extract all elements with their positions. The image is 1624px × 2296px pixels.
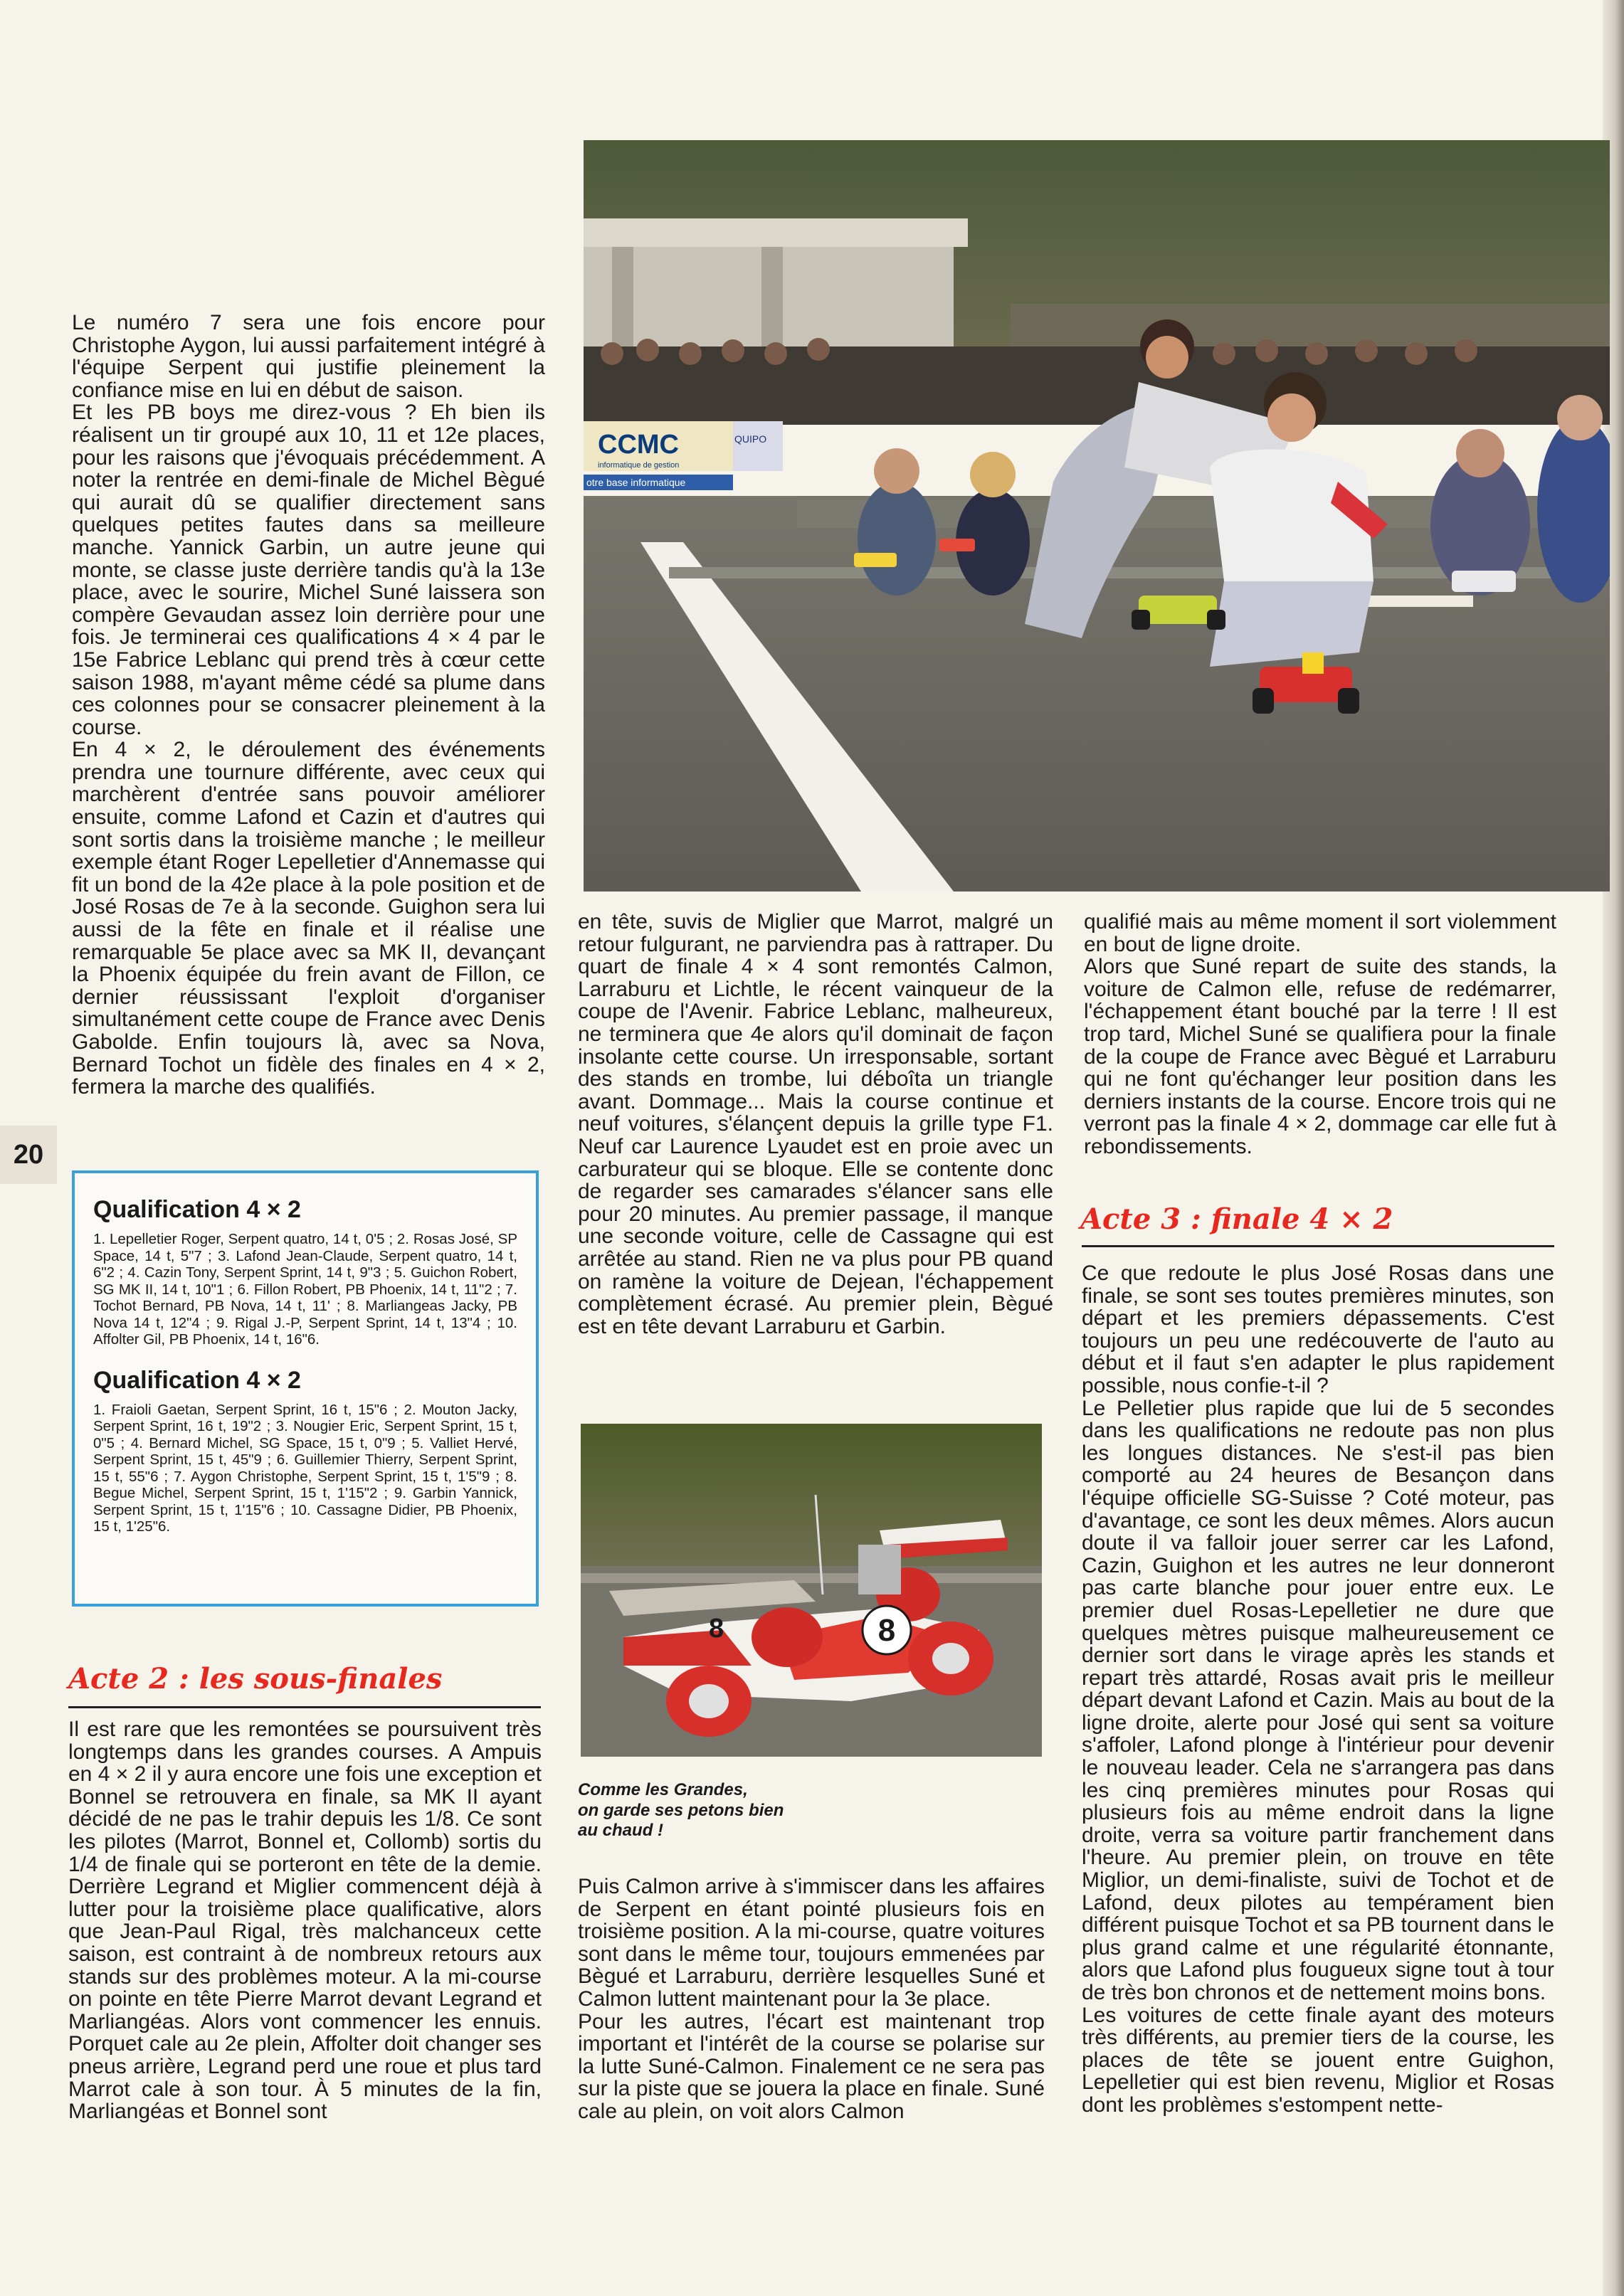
caption-line: Comme les Grandes, [578,1780,748,1799]
paragraph: Puis Calmon arrive à s'immiscer dans les affaires de Serpent en étant pointé plusieurs fois en troisième position. A la mi-course, quatre voitures sont dans le même tour, toujours emmenées par Bègué et Larraburu, derrière lesquelles Suné et Calmon luttent maintenant pour la 3e place. [578,1875,1045,2011]
qualification-title-2: Qualification 4 × 2 [93,1366,301,1394]
race-start-photo [584,140,1610,892]
banner-sub2: otre base informatique [586,477,686,488]
banner-right: QUIPO [734,433,767,445]
act2-text [68,1718,542,2123]
qualification-box [72,1170,539,1607]
paragraph: Et les PB boys me direz-vous ? Eh bien ils réalisent un tir groupé aux 10, 11 et 12e places, pour les raisons que j'évoquais précédemment. A noter la rentrée en demi-finale de Michel Bègué qui aurait dû se qualifier directement sans quelques petites fautes dans sa meilleure manche. Yannick Garbin, un autre jeune qui monte, se classe juste derrière tandis qu'à la 13e place, avec le sourire, Michel Suné laissera son compère Gevaudan assez loin derrière pour une fois. Je terminerai ces qualifications 4 × 4 par le 15e Fabrice Leblanc qui prend très à cœur cette saison 1988, m'ayant même cédé sa plume dans ces colonnes pour se consacrer pleinement à la course. [72,401,545,739]
act2-heading: Acte 2 : les sous-finales [68,1662,443,1695]
photo-caption [578,1780,784,1841]
paragraph: qualifié mais au même moment il sort violemment en bout de ligne droite. [1084,910,1556,956]
column-3-top-text [1084,911,1556,1158]
qualification-results-2: 1. Fraioli Gaetan, Serpent Sprint, 16 t, 15"6 ; 2. Mouton Jacky, Serpent Sprint, 16 t, 19"2 ; 3. Nougier Eric, Serpent Sprint, 15 t, 0"5 ; 4. Bernard Michel, SG Space, 15 t, 0"9 ; 5. Valliet Hervé, Serpent Sprint, 15 t, 45"9 ; 6. Guillemier Thierry, Serpent Sprint, 15 t, 55"6 ; 7. Aygon Christophe, Serpent Sprint, 15 t, 1'5"9 ; 8. Begue Michel, Serpent Sprint, 15 t, 1'15"2 ; 9. Garbin Yannick, Serpent Sprint, 15 t, 1'15"6 ; 10. Cassagne Didier, PB Phoenix, 15 t, 1'25"6. [93,1401,517,1535]
caption-line: au chaud ! [578,1821,664,1840]
qualification-title-1: Qualification 4 × 2 [93,1196,301,1223]
caption-line: on garde ses petons bien [578,1800,784,1820]
paragraph: Le numéro 7 sera une fois encore pour Christophe Aygon, lui aussi parfaitement intégré à l'équipe Serpent qui justifie pleinement la confiance mise en lui en début de saison. [72,311,545,402]
column-1-top-text [72,312,545,1099]
banner-sub: informatique de gestion [598,461,680,470]
car-number: 8 [877,1613,896,1648]
paragraph: Les voitures de cette finale ayant des moteurs très différents, au premier tiers de la course, les places de tête se jouent entre Guighon, Lepelletier qui est bien revenu, Miglior et Rosas dont les problèmes s'estompent nette- [1082,2003,1554,2117]
paragraph: Ce que redoute le plus José Rosas dans une finale, se sont ses toutes premières minutes, son départ et les premiers dépassements. C'est toujours un peu une redécouverte de l'auto au début et il faut s'en adapter le plus rapidement possible, nous confie-t-il ? [1082,1261,1554,1397]
rc-car-photo [581,1424,1042,1757]
act3-heading: Acte 3 : finale 4 × 2 [1080,1202,1393,1236]
column-2-top-text [578,911,1053,1338]
banner-text: CCMC [598,430,679,460]
act2-rule [68,1706,541,1708]
paragraph: en tête, suvis de Miglier que Marrot, malgré un retour fulgurant, ne parviendra pas à rattraper. Du quart de finale 4 × 4 sont remontés Calmon, Larraburu et Lichtle, le récent vainqueur de la coupe de l'Avenir. Fabrice Leblanc, malheureux, ne terminera que 4e alors qu'il dominait de façon insolante cette course. Un irresponsable, sortant des stands en trombe, lui déboîta un triangle avant. Dommage... Mais la course continue et neuf voitures, s'élançent depuis la grille type F1. Neuf car Laurence Lyaudet est en proie avec un carburateur qui se bloque. Elle se contente donc de regarder ses camarades s'élancer sans elle pour 20 minutes. Au premier passage, il manque une seconde voiture, celle de Cassagne qui est arrêtée au stand. Rien ne va plus pour PB quand on ramène la voiture de Dejean, l'échappement complètement écrasé. Au premier plein, Bègué est en tête devant Larraburu et Garbin. [578,910,1053,1338]
column-2-bottom-text [578,1876,1045,2123]
paragraph: Pour les autres, l'écart est maintenant trop important et l'intérêt de la course se polarise sur la lutte Suné-Calmon. Finalement ce ne sera pas sur la piste que se jouera la place en finale. Suné cale au plein, on voit alors Calmon [578,2009,1045,2123]
page-number: 20 [0,1126,57,1184]
car-number-side: 8 [709,1614,724,1644]
act3-rule [1082,1245,1554,1247]
paragraph: Le Pelletier plus rapide que lui de 5 secondes dans les qualifications ne redoute pas non plus les longues distances. Ne s'est-il pas bien comporté au 24 heures de Besançon dans l'équipe officielle SG-Suisse ? Coté moteur, pas d'avantage, ce sont les deux mêmes. Alors aucun doute il va falloir jouer serrer car les Lafond, Cazin, Guighon et les autres ne leur donneront pas carte blanche pour jouer entre eux. Le premier duel Rosas-Lepelletier ne dure que quelques mètres puisque malheureusement ce dernier sort dans le virage après les stands et repart très attardé, Rosas avait pris le meilleur départ devant Lafond et Cazin. Mais au bout de la ligne droite, alerte pour José qui sent sa voiture s'affoler, Lafond plonge à l'intérieur pour devenir le nouveau leader. Cela ne s'arrangera pas dans les cinq premières minutes pour Rosas qui plusieurs fois au même endroit dans la ligne droite, verra sa voiture partir franchement dans l'heure. Au premier plein, on trouve en tête Miglior, un demi-finaliste, suivi de Tochot et de Lafond, deux pilotes au tempérament bien différent puisque Tochot et sa PB tournent dans le plus grand calme et une régularité étonnante, alors que Lafond plus fougueux signe tout à tour de très bon chronos et de nettement moins bons. [1082,1396,1554,2004]
qualification-results-1: 1. Lepelletier Roger, Serpent quatro, 14 t, 0'5 ; 2. Rosas José, SP Space, 14 t, 5"7 ; 3. Lafond Jean-Claude, Serpent quatro, 14 t, 6"2 ; 4. Cazin Tony, Serpent Sprint, 14 t, 9"3 ; 5. Guichon Robert, SG MK II, 14 t, 10"1 ; 6. Fillon Robert, PB Phoenix, 14 t, 11"2 ; 7. Tochot Bernard, PB Nova, 14 t, 11' ; 8. Marliangeas Jacky, PB Nova 14 t, 12"4 ; 9. Rigal J.-P, Serpent Sprint, 14 t, 13"4 ; 10. Affolter Gil, PB Phoenix, 14 t, 16"6. [93,1231,517,1348]
paragraph: En 4 × 2, le déroulement des événements prendra une tournure différente, avec ceux qui marchèrent d'entrée sans pouvoir améliorer ensuite, comme Lafond et Cazin et d'autres qui sont sortis dans la troisième manche ; le meilleur exemple étant Roger Lepelletier d'Annemasse qui fit un bond de la 42e place à la pole position et de José Rosas de 7e à la seconde. Guighon sera lui aussi de la fête en finale et il réalise une remarquable 5e place avec sa MK II, devançant la Phoenix équipée du frein avant de Fillon, ce dernier réussissant l'exploit d'organiser simultanément cette coupe de France avec Denis Gabolde. Enfin toujours là, avec sa Nova, Bernard Tochot un fidèle des finales en 4 × 2, fermera la marche des qualifiés. [72,738,545,1099]
paragraph: Alors que Suné repart de suite des stands, la voiture de Calmon elle, refuse de redémarrer, l'échappement étant bouché par la terre ! Il est trop tard, Michel Suné se qualifiera pour la finale de la coupe de France avec Bègué et Larraburu qui ne font qu'échanger leur position dans les derniers instants de la course. Encore trois qui ne verront pas la finale 4 × 2, dommage car elle fut à rebondissements. [1084,955,1556,1158]
paragraph: Il est rare que les remontées se poursuivent très longtemps dans les grandes courses. A Ampuis en 4 × 2 il y aura encore une fois une exception et Bonnel se retrouvera en finale, sa MK II ayant décidé de ne pas le trahir depuis les 1/8. Ce sont les pilotes (Marrot, Bonnel et, Collomb) sortis du 1/4 de finale qui se porteront en tête de la demie. Derrière Legrand et Miglier commencent déjà à lutter pour la troisième place qualificative, alors que Jean-Paul Rigal, très malchanceux cette saison, est contraint à de nombreux retours aux stands sur des problèmes moteur. A la mi-course on pointe en tête Pierre Marrot devant Legrand et Marliangéas. Alors vont commencer les ennuis. Porquet cale au 2e plein, Affolter doit changer ses pneus arrière, Legrand perd une roue et plus tard Marrot cale à son tour. À 5 minutes de la fin, Marliangéas et Bonnel sont [68,1718,542,2124]
act3-text [1082,1262,1554,2117]
